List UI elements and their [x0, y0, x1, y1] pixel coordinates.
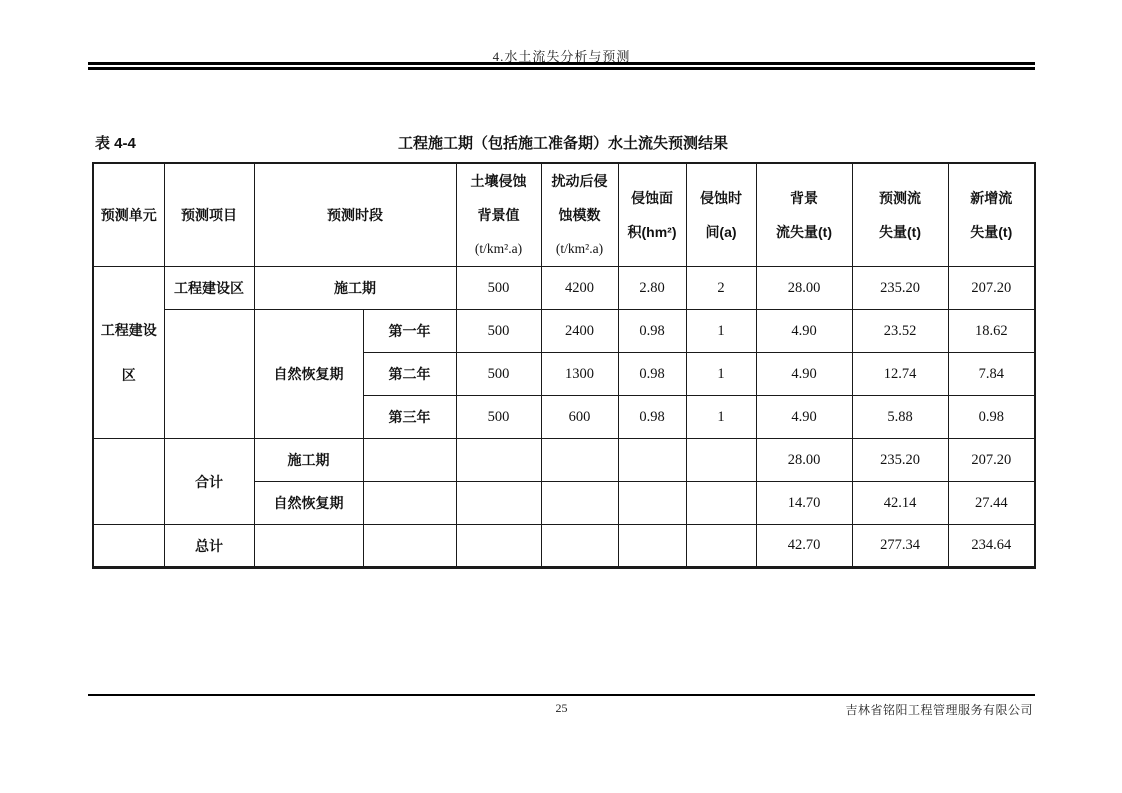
table-number: 表 4-4 — [95, 135, 136, 152]
cell-value: 4200 — [541, 267, 618, 310]
cell-value: 500 — [456, 310, 541, 353]
cell-value: 42.70 — [756, 525, 852, 568]
col-header-disturbed-modulus — [541, 163, 618, 267]
footer-company-name: 吉林省铭阳工程管理服务有限公司 — [845, 703, 1033, 717]
cell-year: 第一年 — [363, 310, 456, 353]
cell-subtotal-label: 合计 — [164, 439, 254, 525]
cell-value: 500 — [456, 353, 541, 396]
col-header-erosion-time — [686, 163, 756, 267]
empty-cell — [618, 439, 686, 482]
col-header-soil-background — [456, 163, 541, 267]
cell-value: 12.74 — [852, 353, 948, 396]
cell-value: 207.20 — [948, 267, 1035, 310]
header-line: 间(a) — [705, 224, 737, 240]
cell-value: 2 — [686, 267, 756, 310]
header-line: 新增流 — [970, 190, 1013, 206]
cell-year: 第三年 — [363, 396, 456, 439]
table-caption — [92, 132, 1034, 152]
header-unit-line: (t/km².a) — [555, 241, 604, 256]
cell-value: 27.44 — [948, 482, 1035, 525]
empty-cell — [456, 482, 541, 525]
header-double-rule — [88, 62, 1035, 70]
page-footer — [88, 701, 1035, 717]
empty-cell — [93, 525, 164, 568]
cell-value: 5.88 — [852, 396, 948, 439]
col-header-erosion-area — [618, 163, 686, 267]
cell-period: 施工期 — [254, 267, 456, 310]
col-header-unit: 预测单元 — [93, 163, 164, 267]
header-line: 预测流 — [879, 190, 921, 206]
header-line: 流失量(t) — [776, 224, 832, 240]
empty-cell — [686, 439, 756, 482]
table-row-subtotal-construction — [93, 439, 1035, 482]
cell-value: 0.98 — [618, 396, 686, 439]
empty-cell — [686, 525, 756, 568]
section-heading: 4.水土流失分析与预测 — [492, 49, 631, 64]
cell-value: 0.98 — [948, 396, 1035, 439]
cell-value: 235.20 — [852, 439, 948, 482]
table-header-row — [93, 163, 1035, 267]
cell-value: 7.84 — [948, 353, 1035, 396]
empty-cell — [541, 525, 618, 568]
empty-cell — [164, 310, 254, 439]
cell-year: 第二年 — [363, 353, 456, 396]
cell-value: 1300 — [541, 353, 618, 396]
empty-cell — [93, 439, 164, 525]
page-number: 25 — [555, 701, 568, 715]
cell-value: 1 — [686, 310, 756, 353]
cell-recovery-period-merged: 自然恢复期 — [254, 310, 363, 439]
cell-value: 14.70 — [756, 482, 852, 525]
cell-value: 207.20 — [948, 439, 1035, 482]
table-title: 工程施工期（包括施工准备期）水土流失预测结果 — [397, 135, 728, 152]
cell-value: 1 — [686, 353, 756, 396]
header-unit-line: (t/km².a) — [474, 241, 523, 256]
cell-value: 1 — [686, 396, 756, 439]
cell-value: 4.90 — [756, 396, 852, 439]
empty-cell — [363, 482, 456, 525]
cell-value: 0.98 — [618, 353, 686, 396]
table-row-construction — [93, 267, 1035, 310]
header-line: 蚀模数 — [558, 207, 601, 223]
cell-value: 277.34 — [852, 525, 948, 568]
table-row-recovery-year1 — [93, 310, 1035, 353]
cell-unit-merged: 工程建设区 — [93, 267, 164, 439]
empty-cell — [363, 439, 456, 482]
cell-item: 工程建设区 — [164, 267, 254, 310]
cell-value: 4.90 — [756, 353, 852, 396]
empty-cell — [363, 525, 456, 568]
cell-value: 4.90 — [756, 310, 852, 353]
cell-value: 23.52 — [852, 310, 948, 353]
cell-value: 500 — [456, 267, 541, 310]
empty-cell — [541, 439, 618, 482]
cell-value: 28.00 — [756, 267, 852, 310]
col-header-new-loss — [948, 163, 1035, 267]
cell-value: 235.20 — [852, 267, 948, 310]
cell-period: 施工期 — [254, 439, 363, 482]
cell-value: 234.64 — [948, 525, 1035, 568]
header-line: 失量(t) — [970, 224, 1013, 240]
cell-period: 自然恢复期 — [254, 482, 363, 525]
cell-total-label: 总计 — [164, 525, 254, 568]
cell-value: 600 — [541, 396, 618, 439]
empty-cell — [254, 525, 363, 568]
header-line: 积(hm²) — [627, 224, 677, 240]
empty-cell — [541, 482, 618, 525]
soil-loss-prediction-table — [92, 162, 1036, 569]
empty-cell — [618, 525, 686, 568]
footer-rule — [88, 694, 1035, 696]
cell-value: 0.98 — [618, 310, 686, 353]
table-row-total — [93, 525, 1035, 568]
col-header-background-loss — [756, 163, 852, 267]
header-line: 土壤侵蚀 — [470, 173, 527, 189]
cell-value: 2.80 — [618, 267, 686, 310]
empty-cell — [456, 525, 541, 568]
cell-value: 42.14 — [852, 482, 948, 525]
col-header-predicted-loss — [852, 163, 948, 267]
header-line: 失量(t) — [879, 224, 921, 240]
header-line: 扰动后侵 — [551, 173, 608, 189]
empty-cell — [456, 439, 541, 482]
col-header-item: 预测项目 — [164, 163, 254, 267]
cell-value: 18.62 — [948, 310, 1035, 353]
header-line: 侵蚀时 — [700, 190, 742, 206]
header-line: 侵蚀面 — [631, 190, 673, 206]
empty-cell — [618, 482, 686, 525]
cell-value: 500 — [456, 396, 541, 439]
cell-value: 2400 — [541, 310, 618, 353]
col-header-period: 预测时段 — [254, 163, 456, 267]
header-line: 背景 — [790, 190, 818, 206]
cell-value: 28.00 — [756, 439, 852, 482]
header-line: 背景值 — [477, 207, 520, 223]
empty-cell — [686, 482, 756, 525]
